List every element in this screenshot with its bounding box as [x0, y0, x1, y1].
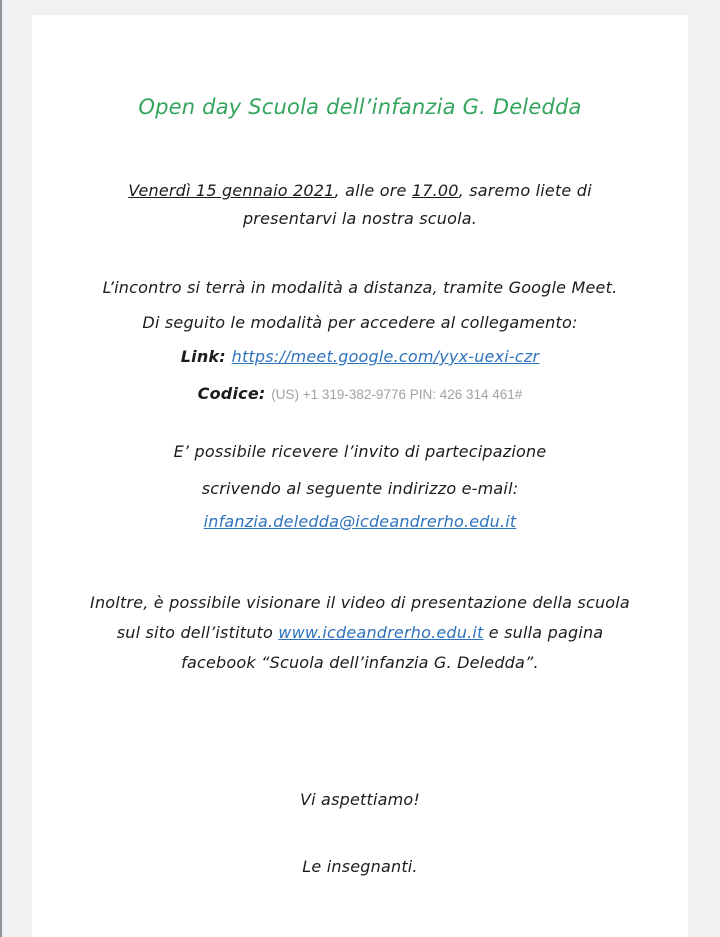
more-line1-text: Inoltre, è possibile visionare il video di presentazione della scuola — [90, 593, 630, 612]
event-time: 17.00 — [411, 181, 459, 200]
closing-line: Vi aspettiamo! — [299, 790, 420, 809]
viewer-left-edge — [0, 0, 2, 937]
intro-mid-text: , alle ore — [334, 181, 412, 200]
intro-line2-text: presentarvi la nostra scuola. — [242, 209, 478, 228]
intro-paragraph — [32, 177, 688, 233]
event-date: Venerdì 15 gennaio 2021 — [128, 181, 335, 200]
invite-line2: scrivendo al seguente indirizzo e-mail: — [201, 479, 519, 498]
more-line2-post-text: e sulla pagina — [483, 623, 604, 642]
link-label: Link: — [180, 347, 232, 366]
website-link[interactable]: www.icdeandrerho.edu.it — [278, 623, 484, 642]
more-info-paragraph — [32, 588, 688, 678]
signature-line: Le insegnanti. — [302, 857, 418, 876]
dial-code-value: (US) +1 319-382-9776 PIN: 426 314 461# — [271, 387, 523, 402]
email-line — [32, 511, 688, 533]
dial-code-line — [32, 383, 688, 406]
invite-line1: E’ possibile ricevere l’invito di partecipazione — [173, 442, 547, 461]
more-line2-pre-text: sul sito dell’istituto — [116, 623, 279, 642]
meet-link-line — [32, 346, 688, 368]
meeting-howto-line: Di seguito le modalità per accedere al collegamento: — [142, 313, 578, 332]
code-label: Codice: — [197, 384, 272, 403]
meeting-mode-line: L’incontro si terrà in modalità a distanza, tramite Google Meet. — [102, 278, 618, 297]
meet-link[interactable]: https://meet.google.com/yyx-uexi-czr — [231, 347, 540, 366]
email-link[interactable]: infanzia.deledda@icdeandrerho.edu.it — [203, 512, 517, 531]
intro-tail-text: , saremo liete di — [458, 181, 592, 200]
document-page — [32, 15, 688, 937]
page-title: Open day Scuola dell’infanzia G. Deledda — [138, 95, 582, 119]
more-line3-text: facebook “Scuola dell’infanzia G. Deledda”. — [181, 653, 539, 672]
